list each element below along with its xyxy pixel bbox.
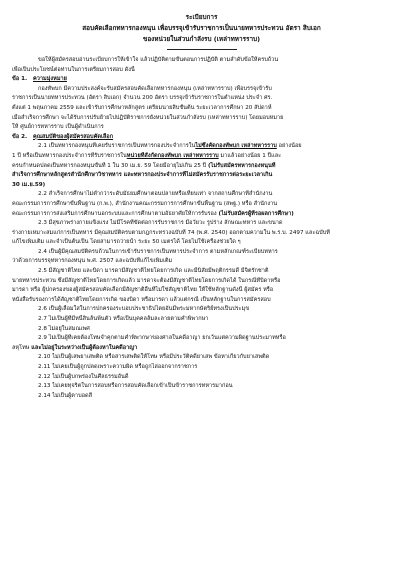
- clause-text: มาแล้วอย่างน้อย 1 ปีและ: [220, 152, 282, 159]
- clause-2-3: 2.3 มีสุขภาพร่างกายแข็งแรง ไม่มีโรคที่ขัดต่อการรับราชการ มีอวัยวะ รูปร่าง ลักษณะทหาร และขนาด: [38, 220, 283, 227]
- paragraph-line: กองทัพบก มีความประสงค์จะรับสมัครสอบคัดเลือกทหารกองหนุน (เหล่าทหารราบ) เพื่อบรรจุเข้ารับ: [38, 85, 272, 92]
- clause-emphasis: (ไม่รับสมัครผู้ที่รอผลการศึกษา): [218, 210, 294, 217]
- section-number: ข้อ 2.: [12, 133, 28, 140]
- clause-2-8: 2.8 ไม่อยู่ในสมณเพศ: [38, 325, 90, 332]
- clause-2-13: 2.13 ไม่เคยทุจริตในการสอบหรือการสอบคัดเลือกเข้าเป็นข้าราชการทหารมาก่อน: [38, 383, 233, 390]
- paragraph-line: นายทหารประทวน ซึ่งมีสัญชาติไทยโดยการเกิดแล้ว มารดาจะต้องมีสัญชาติไทยโดยการเกิดได้ ในกรณีที่บิดาหรือ: [12, 277, 281, 284]
- paragraph-line: มารดา หรือ ผู้ปกครองของผู้สมัครสอบคัดเลือกมีสัญชาติอื่นที่ไม่ใช่สัญชาติไทย ให้ใช้หลักฐานดังนี้ ผู้สมัคร หรือ: [12, 287, 274, 294]
- clause-2-9: 2.9 ไม่เป็นผู้ที่เคยต้องโทษจำคุกตามคำพิพากษาของศาลในคดีอาญา ยกเว้นแต่ความผิดฐานประมาทหรือ: [38, 335, 286, 342]
- section-heading: [12, 75, 391, 85]
- clause-2-12: 2.12 ไม่เป็นผู้บกพร่องในศีลธรรมอันดี: [38, 373, 129, 380]
- paragraph-line: ให้ ศูนย์การทหารราบ เป็นผู้ดำเนินการ: [12, 124, 104, 131]
- clause-2-4: 2.4 เป็นผู้มีคุณสมบัติครบถ้วนในการเข้ารับราชการเป็นทหารประจำการ ตามหลักเกณฑ์ระเบียบทหาร: [38, 248, 278, 255]
- clause-text: อย่างน้อย: [278, 143, 302, 150]
- header-unit: ของหน่วยในส่วนกำลังรบ (เหล่าทหารราบ): [142, 35, 261, 43]
- section-heading: [12, 133, 391, 143]
- clause-emphasis: (ไม่รับสมัครทหารกองหนุนที่: [208, 162, 276, 169]
- paragraph-line: [12, 210, 391, 220]
- clause-highlight: ไม่ซึ่งคัดกองทัพบก เหล่าทหารราบ: [195, 143, 277, 150]
- header-subtitle: สอบคัดเลือกทหารกองหนุน เพื่อบรรจุเข้ารับราชการเป็นนายทหารประทวน อัตรา สิบเอก: [82, 24, 321, 32]
- clause-2-10: 2.10 ไม่เป็นผู้เสพยาเสพติด หรือสารเสพติดให้โทษ หรือมีประวัติคดียาเสพ ข้อหาเกี่ยวกับยาเสพติด: [38, 354, 270, 361]
- clause-2-11: 2.11 ไม่เคยเป็นผู้ถูกปลดเพราะความผิด หรือถูกไล่ออกจากราชการ: [38, 364, 198, 370]
- intro-line: เพื่อเป็นประโยชน์ต่อท่านในการเตรียมการสอบ ดังนี้: [12, 66, 135, 73]
- paragraph-line: ว่าด้วยการบรรจุทหารกองหนุน พ.ศ. 2507 และฉบับที่แก้ไขเพิ่มเติม: [12, 258, 173, 265]
- paragraph-line: ราชการเป็นนายทหารประทวน (อัตรา สิบเอก) จำนวน 200 อัตรา บรรจุเข้ารับราชการในตำแหน่ง ประจำ ศร.: [12, 95, 273, 102]
- clause-2-7: 2.7 ไม่เป็นผู้ที่มีหนี้สินล้นพ้นตัว หรือเป็นบุคคลล้มละลายตามคำพิพากษา: [38, 316, 209, 323]
- clause-highlight: หน่วยที่สังกัดกองทัพบก เหล่าทหารราบ: [126, 152, 219, 159]
- paragraph-line: [12, 162, 391, 172]
- clause-text: คณะกรรมการการส่งเสริมการศึกษานอกระบบและการศึกษาตามอัธยาศัยให้การรับรอง: [12, 210, 217, 217]
- clause-text: ครบกำหนดปลดเป็นทหารกองหนุนขั้นที่ 1 ใน 30 เม.ย. 59 โดยมีอายุไม่เกิน 25 ปี: [12, 162, 207, 169]
- paragraph-line: [12, 344, 391, 354]
- clause-2-5: 2.5 มีสัญชาติไทย และบิดา มารดามีสัญชาติไทยโดยการเกิด และมีนิสัยมีพฤติกรรมดี มีจิตรักชาติ: [38, 268, 269, 275]
- paragraph-line: ตั้งแต่ 1 พฤษภาคม 2559 และเข้ารับการศึกษาหลักสูตร เตรียมนายสิบชั้นต้น ระยะเวลาการศึกษา 20 สัปดาห์: [12, 104, 272, 111]
- paragraph-line: 30 เม.ย.59): [12, 181, 46, 188]
- paragraph-line: [12, 152, 391, 162]
- clause-text: ลหุโทษ: [12, 344, 30, 351]
- clause-emphasis: และไม่อยู่ในระหว่างเป็นผู้ต้องหาในคดีอาญา: [31, 344, 138, 351]
- clause-2-6: 2.6 เป็นผู้เลื่อมใสในการปกครองระบอบประชาธิปไตยอันมีพระมหากษัตริย์ทรงเป็นประมุข: [38, 306, 250, 313]
- paragraph-line: ร่างกายเหมาะสมแก่การเป็นทหาร มีคุณสมบัติครบตามกฎกระทรวงฉบับที่ 74 (พ.ศ. 2540) ออกตามความใน พ.ร.บ. 2497 และฉบับที่: [12, 229, 330, 236]
- section-title: คุณสมบัติของผู้สมัครสอบคัดเลือก: [33, 133, 114, 140]
- clause-2-2: 2.2 สำเร็จการศึกษาไม่ต่ำกว่าระดับมัธยมศึกษาตอนปลายหรือเทียบเท่า จากสถานศึกษาที่สำนักงาน: [38, 191, 273, 198]
- clause-2-14: 2.14 ไม่เป็นผู้ตาบอดสี: [38, 392, 93, 399]
- paragraph-line: เมื่อสำเร็จการศึกษา จะได้รับการปรับย้ายไปปฏิบัติราชการยังหน่วยในส่วนกำลังรบ (เหล่าทหารราบ) โดยมอบหมาย: [12, 114, 284, 121]
- paragraph-line: หนังสือรับรองการได้สัญชาติไทยโดยการเกิด ของบิดา หรือมารดา แล้วแต่กรณี เป็นหลักฐานในการสมัครสอบ: [12, 296, 271, 303]
- header-divider: [167, 49, 237, 50]
- paragraph-line: แก้ไขเพิ่มเติม และจำเป็นต้นเป็น โดยสามารถว่ายน้ำ ระยะ 50 เมตรได้ โดยไม่ใช้เครื่องช่วยใด ๆ: [12, 239, 241, 246]
- header-title: ระเบียบการ: [185, 13, 218, 21]
- intro-line: ขอให้ผู้สมัครสอบอ่านระเบียบการให้เข้าใจ แล้วปฏิบัติตามขั้นตอนการปฏิบัติ ตามลำดับข้อให้ครบถ้วน: [38, 57, 279, 63]
- section-title: ความมุ่งหมาย: [33, 76, 67, 83]
- paragraph-line: คณะกรรมการการศึกษาขั้นพื้นฐาน (ก.พ.), สำนักงานคณะกรรมการการศึกษาขั้นพื้นฐาน (สพฐ.) หรือ สำนักงาน: [12, 200, 278, 207]
- clause-text: 2.1 เป็นทหารกองหนุนที่เคยรับราชการเป็นทหารกองประจำการใน: [38, 143, 196, 150]
- clause-2-1: [12, 142, 391, 152]
- clause-text: 1 ปี หรือเป็นทหารกองประจำการที่รับราชการใน: [12, 152, 127, 159]
- section-number: ข้อ 1.: [12, 76, 28, 83]
- document-header: [12, 12, 391, 45]
- paragraph-line: สำเร็จการศึกษาหลักสูตรสำนักศึกษาวิชาทหาร และทหารกองประจำการที่ไม่สมัครรับราชการต่อระยะเวลาเกิน: [12, 172, 273, 179]
